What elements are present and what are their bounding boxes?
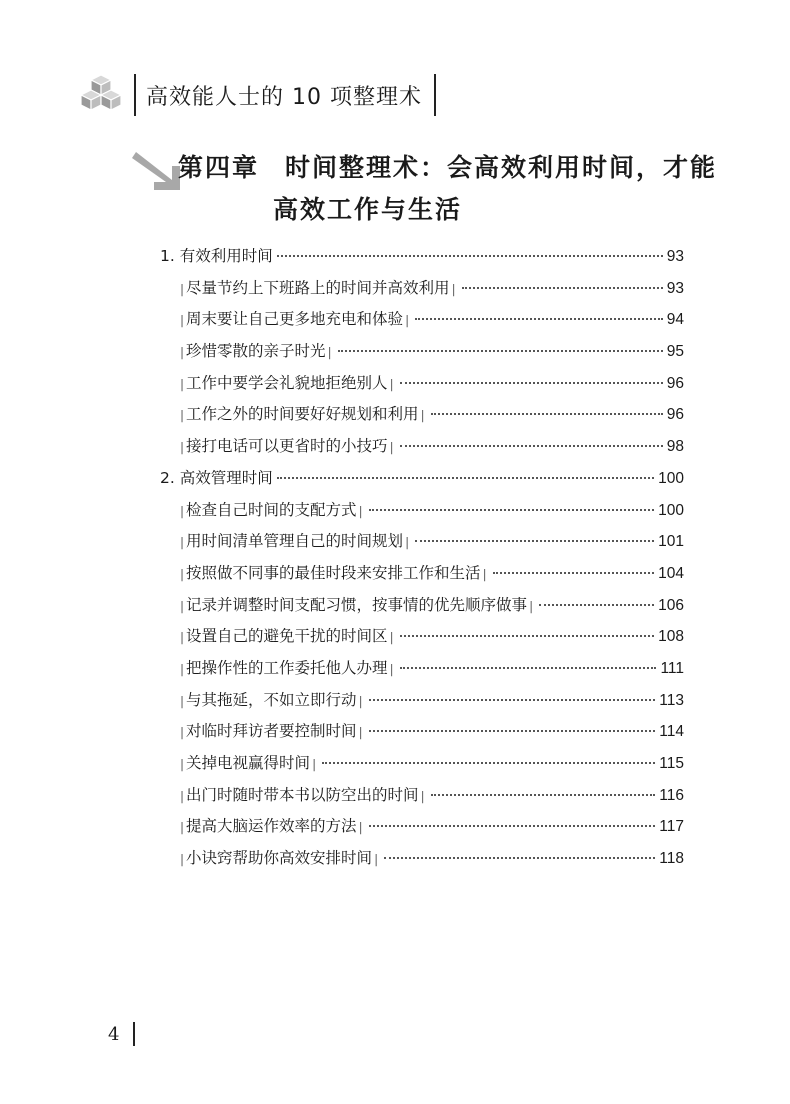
bar-mark-icon: | [180, 757, 185, 771]
toc-item-label: 尽量节约上下班路上的时间并高效利用 [186, 278, 450, 297]
toc-item-row[interactable] [160, 656, 684, 688]
page-footer [108, 1022, 135, 1046]
bar-mark-icon: | [180, 440, 185, 455]
dot-leader [400, 382, 663, 384]
cubes-logo-icon [78, 73, 124, 117]
toc-page-number: 100 [658, 501, 684, 519]
bar-mark-icon: | [180, 313, 185, 328]
bar-mark-icon: | [405, 535, 410, 550]
bar-mark-icon: | [389, 440, 394, 455]
bar-mark-icon: | [180, 630, 185, 645]
bar-mark-icon: | [374, 852, 379, 867]
bar-mark-icon: | [327, 345, 332, 360]
dot-leader [400, 667, 657, 669]
dot-leader [277, 255, 663, 257]
toc-page-number: 117 [659, 818, 684, 836]
running-header [78, 68, 436, 122]
toc-page-number: 96 [666, 374, 684, 392]
dot-leader [400, 445, 663, 447]
toc-page-number: 106 [658, 596, 684, 614]
toc-section-row[interactable] [160, 466, 684, 498]
toc-item-label: 把操作性的工作委托他人办理 [186, 658, 388, 677]
toc-item-row[interactable] [160, 688, 684, 720]
toc-item-row[interactable] [160, 434, 684, 466]
dot-leader [431, 794, 656, 796]
toc-page-number: 114 [659, 723, 684, 741]
toc-section-label: 1. 有效利用时间 [160, 247, 273, 265]
bar-mark-icon: | [389, 661, 394, 676]
dot-leader [369, 699, 656, 701]
toc-item-row[interactable] [160, 276, 684, 308]
bar-mark-icon: | [180, 408, 185, 423]
bar-mark-icon: | [180, 820, 185, 835]
toc-item-label: 提高大脑运作效率的方法 [186, 817, 357, 836]
bar-mark-icon: | [420, 408, 425, 423]
toc-page-number: 96 [666, 406, 684, 424]
toc-item-row[interactable] [160, 624, 684, 656]
toc-item-label: 接打电话可以更省时的小技巧 [186, 437, 388, 456]
toc-page-number: 108 [658, 628, 684, 646]
bar-mark-icon: | [405, 313, 410, 328]
chapter-title-line1 [178, 148, 717, 184]
dot-leader [369, 509, 655, 511]
bar-mark-icon: | [180, 535, 185, 550]
bar-mark-icon: | [389, 376, 394, 391]
dot-leader [539, 604, 654, 606]
toc-item-row[interactable] [160, 751, 684, 783]
dot-leader [415, 318, 663, 320]
toc-section-label: 2. 高效管理时间 [160, 468, 273, 487]
bar-mark-icon: | [420, 788, 425, 803]
dot-leader [415, 540, 654, 542]
toc-item-label: 关掉电视赢得时间 [186, 754, 311, 772]
toc-page-number: 118 [659, 850, 684, 868]
table-of-contents [160, 244, 684, 878]
bar-mark-icon: | [358, 725, 363, 740]
bar-mark-icon: | [180, 661, 185, 676]
toc-item-row[interactable] [160, 339, 684, 371]
toc-page-number: 93 [666, 279, 684, 297]
toc-item-row[interactable] [160, 307, 684, 339]
toc-item-row[interactable] [160, 846, 684, 878]
bar-mark-icon: | [180, 376, 185, 391]
header-divider [134, 74, 136, 116]
dot-leader [369, 825, 656, 827]
bar-mark-icon: | [180, 788, 185, 803]
toc-page-number: 98 [666, 438, 684, 456]
header-divider-right [434, 74, 436, 116]
toc-item-label: 记录并调整时间支配习惯，按事情的优先顺序做事 [186, 595, 528, 614]
toc-item-label: 工作中要学会礼貌地拒绝别人 [186, 373, 388, 392]
toc-item-label: 检查自己时间的支配方式 [186, 500, 357, 519]
bar-mark-icon: | [180, 725, 185, 740]
bar-mark-icon: | [358, 693, 363, 708]
toc-item-row[interactable] [160, 593, 684, 625]
toc-item-label: 用时间清单管理自己的时间规划 [186, 532, 404, 551]
bar-mark-icon: | [180, 345, 185, 360]
toc-item-label: 与其拖延，不如立即行动 [186, 690, 357, 709]
book-title: 高效能人士的 10 项整理术 [146, 84, 422, 110]
bar-mark-icon: | [180, 693, 185, 708]
dot-leader [400, 635, 655, 637]
toc-item-label: 珍惜零散的亲子时光 [186, 342, 326, 361]
toc-item-label: 对临时拜访者要控制时间 [186, 722, 357, 741]
bar-mark-icon: | [451, 281, 456, 296]
bar-mark-icon: | [529, 598, 534, 613]
bar-mark-icon: | [312, 757, 317, 771]
toc-page-number: 113 [659, 691, 684, 709]
toc-section-row[interactable] [160, 244, 684, 276]
bar-mark-icon: | [180, 281, 185, 296]
chapter-number: 第四章 [178, 153, 260, 182]
toc-item-row[interactable] [160, 529, 684, 561]
toc-item-label: 周末要让自己更多地充电和体验 [186, 310, 404, 329]
toc-item-label: 小诀窍帮助你高效安排时间 [186, 849, 373, 868]
bar-mark-icon: | [180, 598, 185, 613]
toc-item-row[interactable] [160, 783, 684, 815]
toc-item-row[interactable] [160, 561, 684, 593]
dot-leader [322, 762, 655, 764]
toc-item-row[interactable] [160, 719, 684, 751]
chapter-title-line2: 高效工作与生活 [273, 195, 463, 224]
toc-page-number: 93 [666, 248, 684, 265]
toc-item-row[interactable] [160, 402, 684, 434]
dot-leader [369, 730, 656, 732]
bar-mark-icon: | [180, 566, 185, 581]
toc-item-label: 出门时随时带本书以防空出的时间 [186, 785, 419, 804]
bar-mark-icon: | [482, 566, 487, 581]
bar-mark-icon: | [180, 503, 185, 518]
toc-item-label: 按照做不同事的最佳时段来安排工作和生活 [186, 563, 481, 582]
dot-leader [462, 287, 663, 289]
dot-leader [277, 477, 654, 479]
bar-mark-icon: | [358, 503, 363, 518]
toc-page-number: 94 [666, 311, 684, 329]
toc-page-number: 115 [659, 755, 684, 772]
dot-leader [493, 572, 655, 574]
bar-mark-icon: | [358, 820, 363, 835]
bar-mark-icon: | [389, 630, 394, 645]
dot-leader [338, 350, 663, 352]
toc-page-number: 116 [659, 786, 684, 804]
page-number: 4 [108, 1023, 120, 1045]
toc-item-row[interactable] [160, 371, 684, 403]
footer-divider [133, 1022, 135, 1046]
chapter-title: 时间整理术：会高效利用时间，才能 [285, 153, 718, 182]
toc-page-number: 101 [658, 533, 684, 551]
toc-page-number: 95 [666, 343, 684, 361]
toc-page-number: 100 [658, 469, 684, 487]
dot-leader [431, 413, 663, 415]
toc-item-row[interactable] [160, 498, 684, 530]
toc-page-number: 104 [658, 564, 684, 582]
dot-leader [384, 857, 655, 859]
toc-item-label: 工作之外的时间要好好规划和利用 [186, 405, 419, 424]
toc-page-number: 111 [660, 659, 684, 677]
toc-item-label: 设置自己的避免干扰的时间区 [186, 627, 388, 646]
bar-mark-icon: | [180, 852, 185, 867]
toc-item-row[interactable] [160, 814, 684, 846]
